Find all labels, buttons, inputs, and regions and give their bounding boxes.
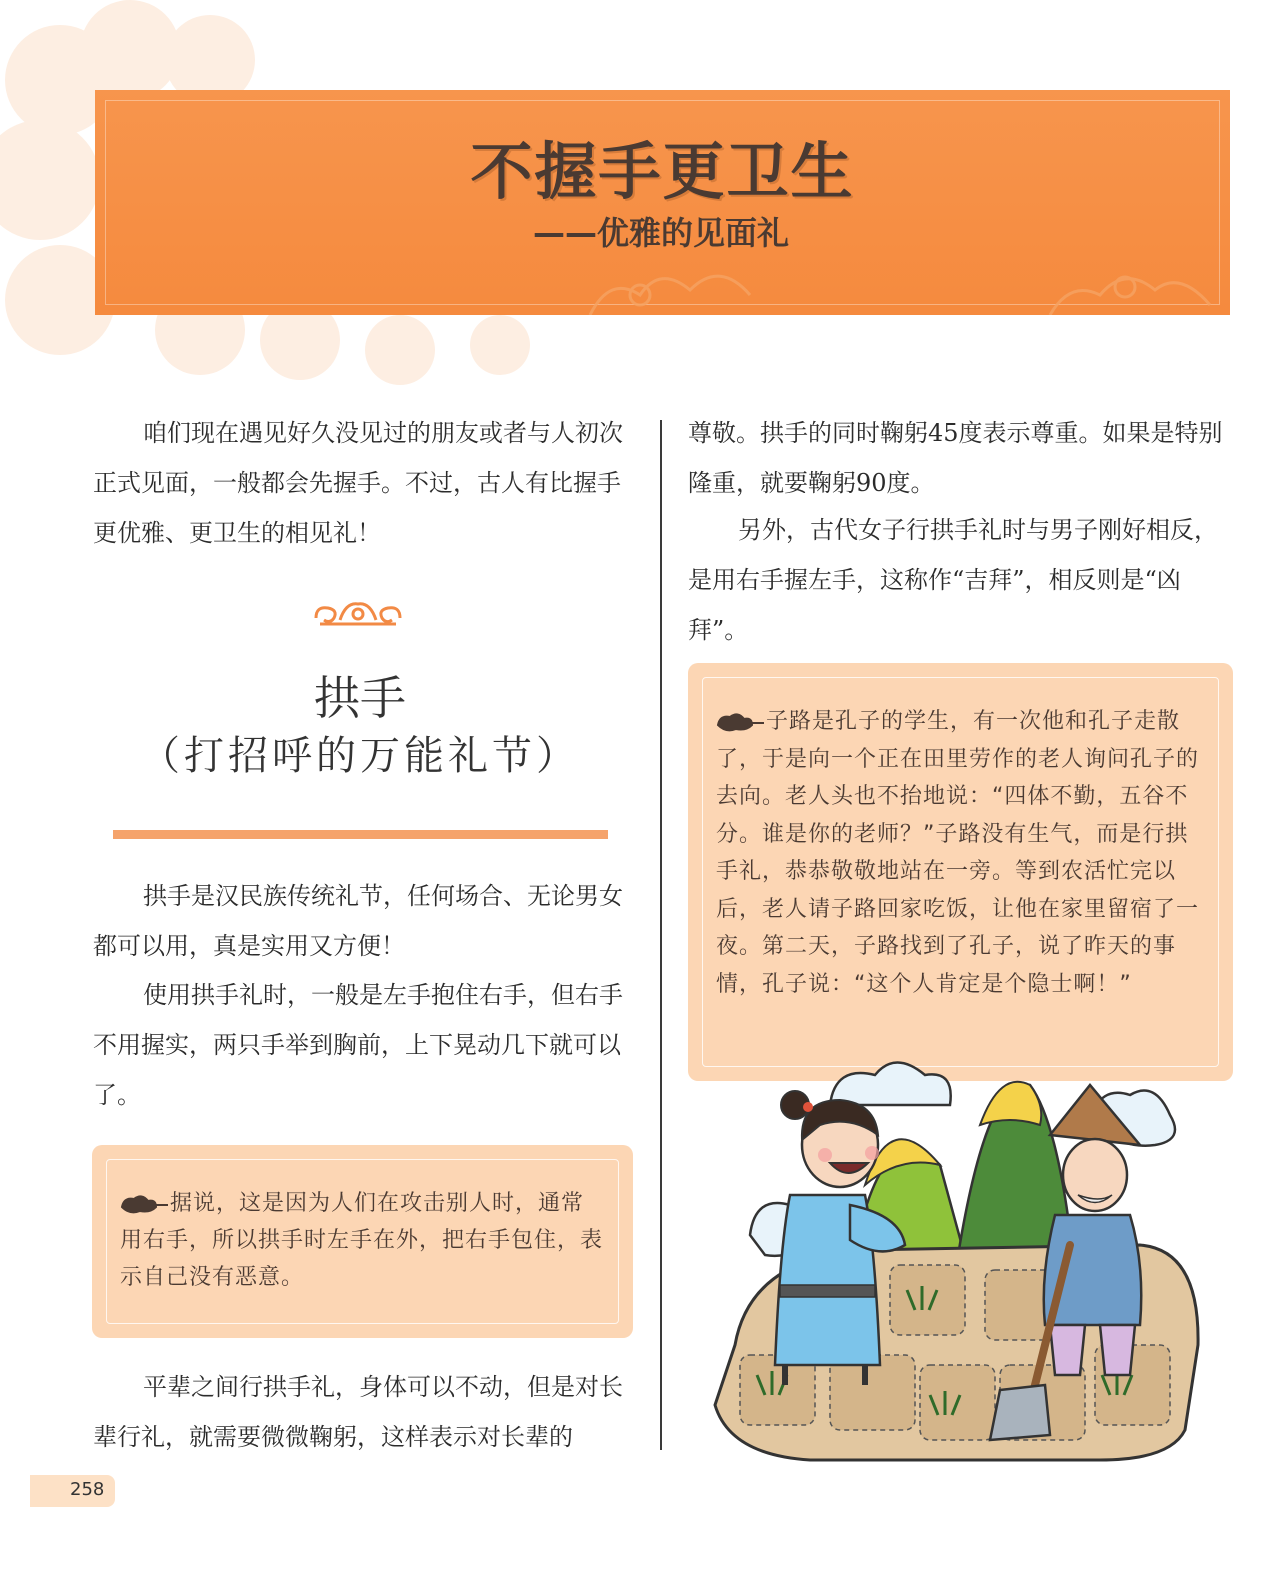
paragraph-text: 使用拱手礼时，一般是左手抱住右手，但右手不用握实，两只手举到胸前，上下晃动几下就可以了。: [93, 981, 623, 1109]
page-subtitle: ——优雅的见面礼: [533, 214, 790, 252]
story-content: 子路是孔子的学生，有一次他和孔子走散了，于是向一个正在田里劳作的老人询问孔子的去向。老人头也不抬地说：“四体不勤，五谷不分。谁是你的老师？”子路没有生气，而是行拱手礼，恭恭敬敬地站在一旁。等到农活忙完以后，老人请子路回家吃饭，让他在家里留宿了一夜。第二天，子路找到了孔子，说了昨天的事情，孔子说：“这个人肯定是个隐士啊！”: [716, 709, 1200, 997]
intro-text: 咱们现在遇见好久没见过的朋友或者与人初次正式见面，一般都会先握手。不过，古人有比握手更优雅、更卫生的相见礼！: [93, 419, 623, 547]
paragraph-gongshou-1: [93, 871, 633, 971]
intro-paragraph: [93, 408, 633, 558]
paragraph-text: 尊敬。拱手的同时鞠躬45度表示尊重。如果是特别隆重，就要鞠躬90度。: [688, 419, 1223, 497]
paragraph-right-1: [688, 408, 1233, 508]
paragraph-text: 拱手是汉民族传统礼节，任何场合、无论男女都可以用，真是实用又方便！: [93, 882, 623, 960]
section-underline: [113, 830, 608, 839]
zilu-farmer-illustration: [700, 1045, 1230, 1465]
section-title: 拱手: [314, 671, 406, 725]
column-divider: [660, 420, 662, 1450]
section-heading: [100, 668, 620, 784]
page-number: 258: [70, 1479, 105, 1500]
title-banner: [95, 90, 1230, 315]
paragraph-text: 另外，古代女子行拱手礼时与男子刚好相反，是用右手握左手，这称作“吉拜”，相反则是“凶拜”。: [688, 516, 1218, 644]
note-content: 据说，这是因为人们在攻击别人时，通常用右手，所以拱手时左手在外，把右手包住，表示自己没有恶意。: [120, 1191, 604, 1290]
ornament-icon: [310, 598, 406, 630]
paragraph-text: 平辈之间行拱手礼，身体可以不动，但是对长辈行礼，就需要微微鞠躬，这样表示对长辈的: [93, 1373, 623, 1451]
banner-cloud-icon: [580, 245, 1220, 315]
page-title: 不握手更卫生: [470, 135, 855, 208]
story-text: [716, 703, 1211, 1003]
paragraph-gongshou-2: [93, 970, 633, 1120]
paragraph-right-2: [688, 505, 1233, 655]
cloud-icon: [120, 1193, 168, 1215]
note-text-left: [120, 1185, 605, 1296]
note-box-left: [92, 1145, 633, 1338]
section-subtitle: （打招呼的万能礼节）: [140, 733, 580, 779]
paragraph-gongshou-3: [93, 1362, 633, 1462]
story-box: [688, 663, 1233, 1081]
cloud-icon: [716, 711, 764, 733]
